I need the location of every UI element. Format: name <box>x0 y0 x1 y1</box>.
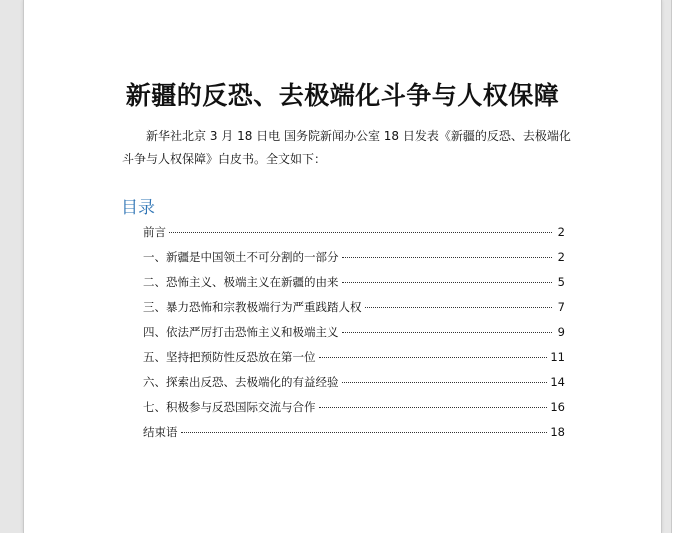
toc-entry-page-number: 16 <box>550 400 565 414</box>
toc-entry-page-number: 11 <box>550 350 565 364</box>
toc-entry-label: 六、探索出反恐、去极端化的有益经验 <box>143 375 339 389</box>
toc-entry-page-number: 7 <box>557 300 565 314</box>
toc-entry-page-number: 2 <box>557 250 565 264</box>
toc-entry-label: 三、暴力恐怖和宗教极端行为严重践踏人权 <box>143 300 362 314</box>
toc-entry[interactable] <box>143 274 565 299</box>
toc-entry[interactable] <box>143 424 565 449</box>
toc-entry-page-number: 9 <box>557 325 565 339</box>
toc-entry-label: 一、新疆是中国领土不可分割的一部分 <box>143 250 339 264</box>
toc-dot-leader <box>169 232 552 233</box>
toc-dot-leader <box>342 257 553 258</box>
toc-entry-label: 七、积极参与反恐国际交流与合作 <box>143 400 316 414</box>
toc-entry-label: 四、依法严厉打击恐怖主义和极端主义 <box>143 325 339 339</box>
toc-dot-leader <box>319 407 548 408</box>
toc-entry-label: 前言 <box>143 225 166 239</box>
toc-entry-label: 五、坚持把预防性反恐放在第一位 <box>143 350 316 364</box>
toc-entry[interactable] <box>143 224 565 249</box>
table-of-contents <box>143 224 565 449</box>
toc-entry-page-number: 14 <box>550 375 565 389</box>
toc-entry-page-number: 5 <box>557 275 565 289</box>
toc-heading: 目录 <box>121 198 155 218</box>
toc-dot-leader <box>319 357 548 358</box>
toc-entry[interactable] <box>143 249 565 274</box>
next-page-edge <box>671 0 687 533</box>
toc-entry[interactable] <box>143 349 565 374</box>
toc-dot-leader <box>342 332 553 333</box>
toc-dot-leader <box>365 307 553 308</box>
toc-dot-leader <box>181 432 548 433</box>
document-title: 新疆的反恐、去极端化斗争与人权保障 <box>125 81 560 110</box>
document-page[interactable] <box>23 0 662 533</box>
toc-entry-label: 二、恐怖主义、极端主义在新疆的由来 <box>143 275 339 289</box>
toc-entry-page-number: 2 <box>557 225 565 239</box>
toc-entry-label: 结束语 <box>143 425 178 439</box>
toc-entry[interactable] <box>143 399 565 424</box>
toc-entry[interactable] <box>143 374 565 399</box>
toc-entry[interactable] <box>143 324 565 349</box>
toc-entry-page-number: 18 <box>550 425 565 439</box>
toc-entry[interactable] <box>143 299 565 324</box>
toc-dot-leader <box>342 382 548 383</box>
toc-dot-leader <box>342 282 553 283</box>
intro-paragraph: 新华社北京 3 月 18 日电 国务院新闻办公室 18 日发表《新疆的反恐、去极端化斗争与人权保障》白皮书。全文如下： <box>122 129 571 166</box>
